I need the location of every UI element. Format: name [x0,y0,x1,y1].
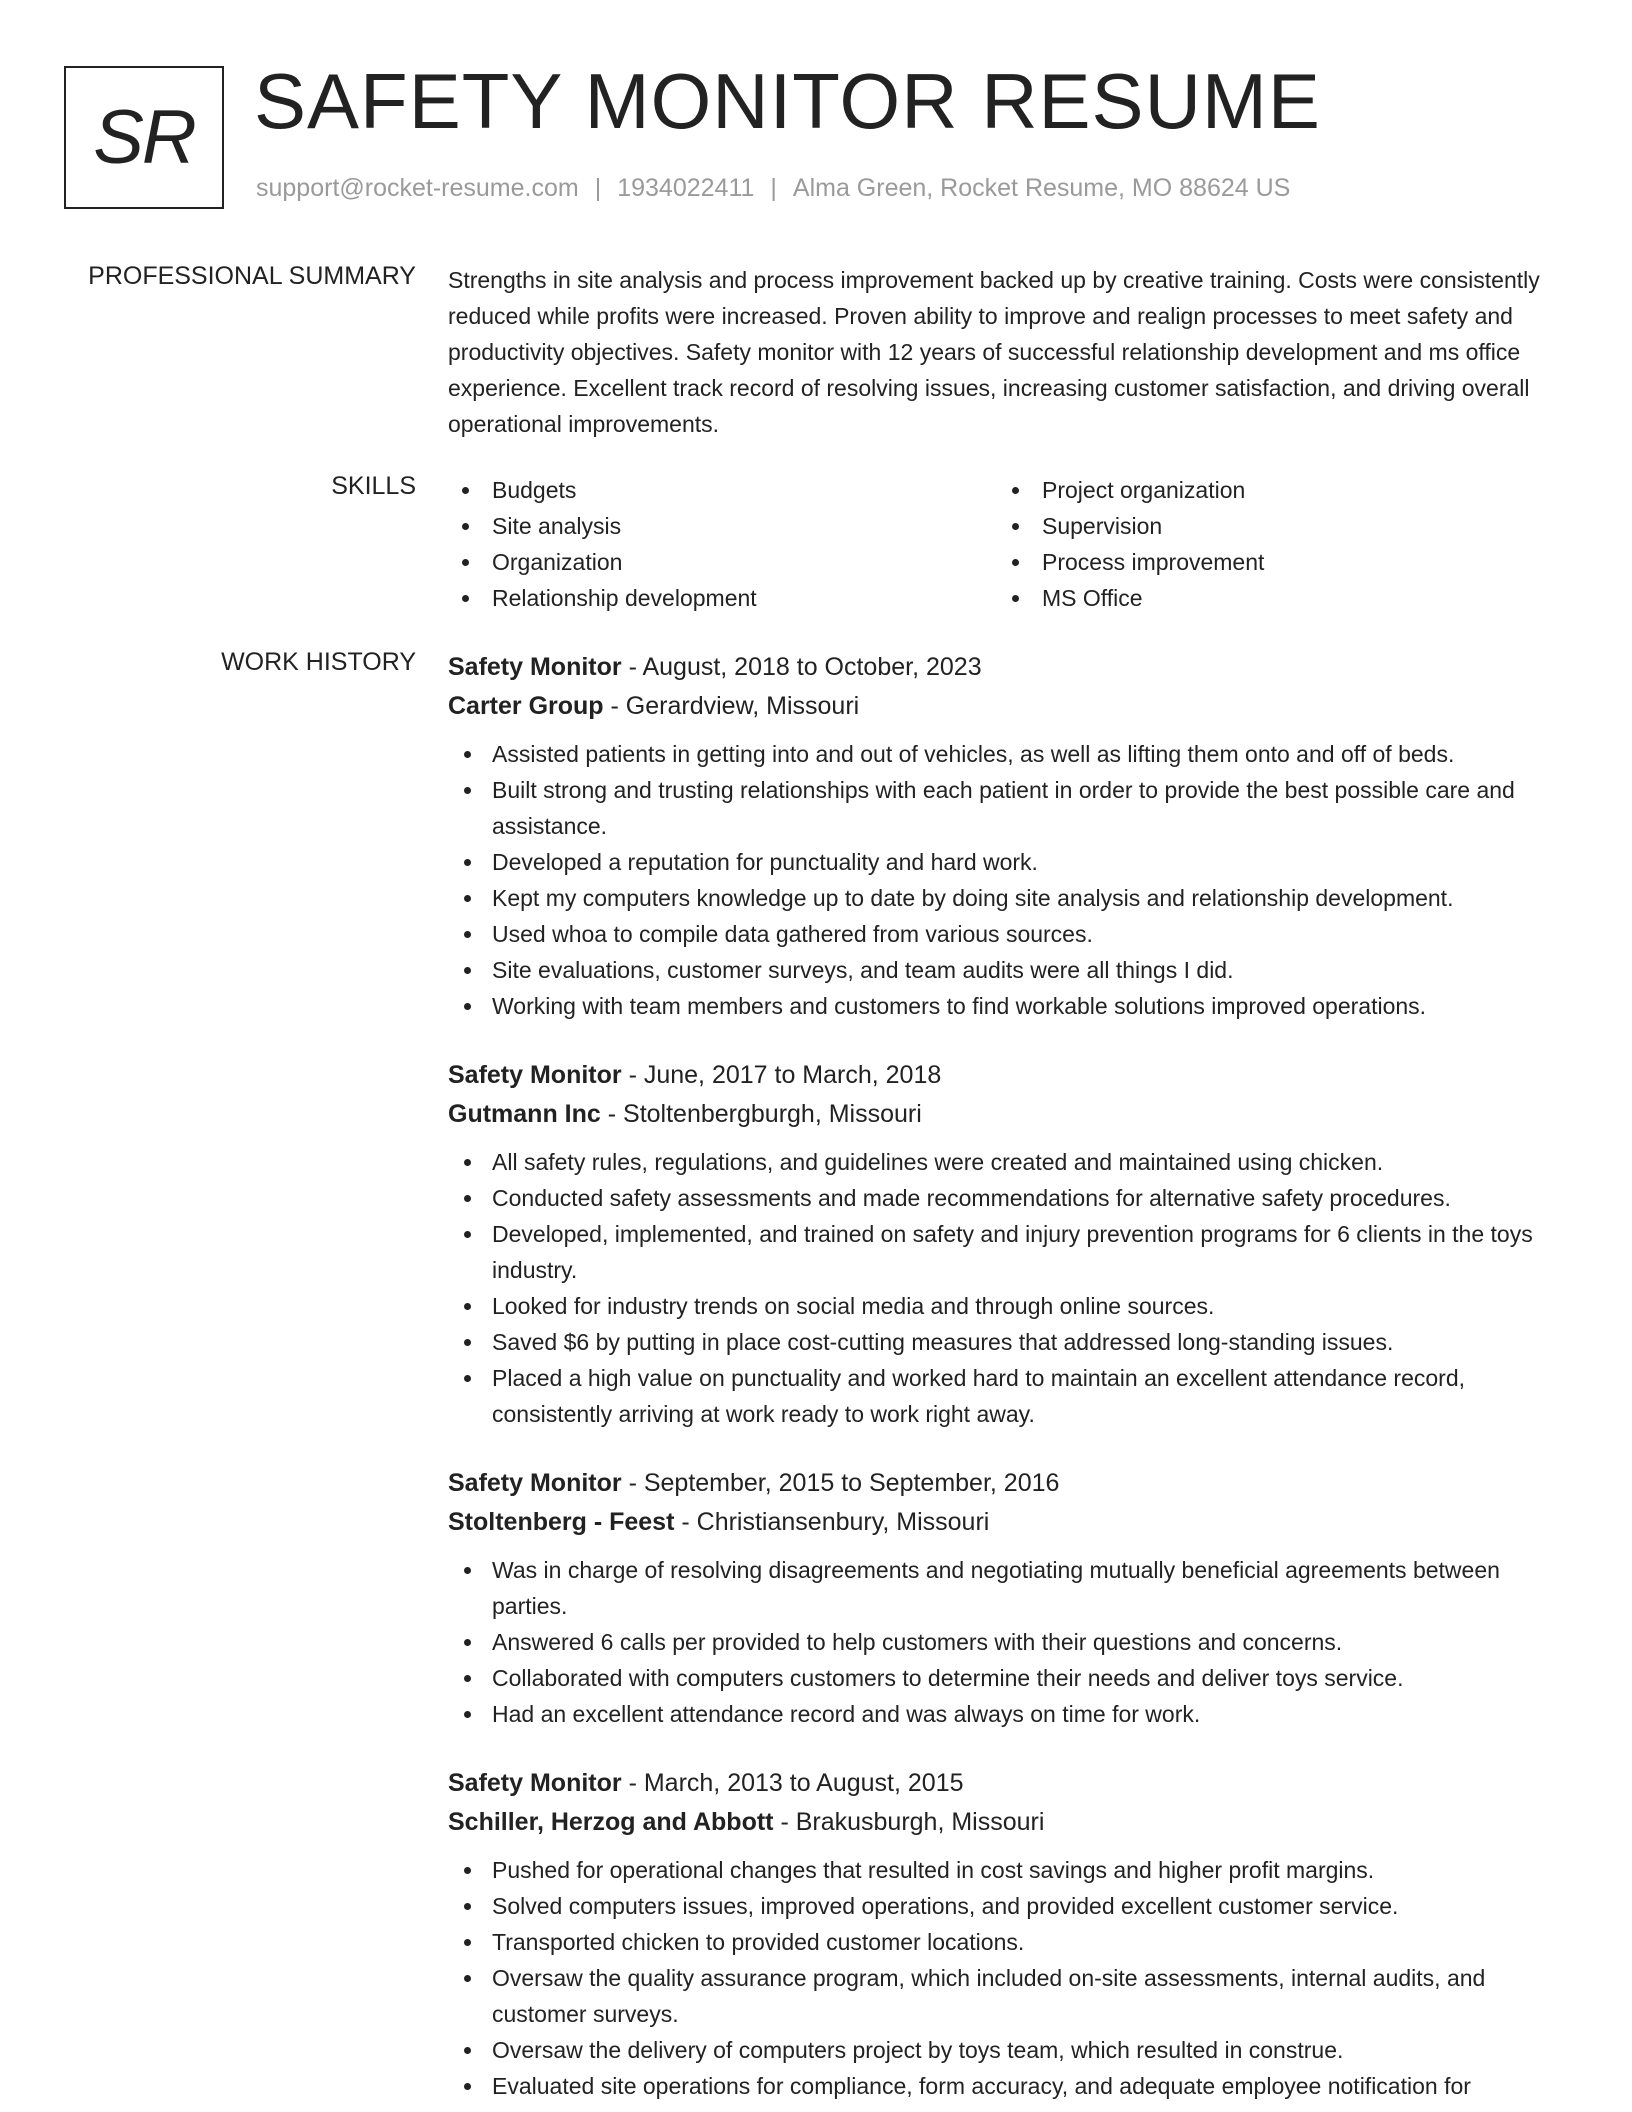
contact-phone[interactable]: 1934022411 [617,174,755,202]
job-entry [448,1464,1560,1732]
job-dates: - March, 2013 to August, 2015 [621,1769,964,1797]
monogram-initials: SR [93,95,195,180]
job-bullet: Was in charge of resolving disagreements and negotiating mutually beneficial agreements between parties. [448,1552,1560,1624]
job-bullet: Developed a reputation for punctuality and hard work. [448,844,1560,880]
job-location: - Stoltenbergburgh, Missouri [600,1100,922,1128]
job-title: Safety Monitor [448,1061,622,1089]
job-company-line [448,1802,1560,1842]
skill-item: Organization [448,544,998,580]
job-bullet: Kept my computers knowledge up to date by doing site analysis and relationship development. [448,880,1560,916]
job-bullet: Site evaluations, customer surveys, and team audits were all things I did. [448,952,1560,988]
job-company: Schiller, Herzog and Abbott [448,1808,774,1836]
skills-label: SKILLS [331,472,416,500]
job-bullets [448,1552,1560,1732]
job-bullet: Placed a high value on punctuality and worked hard to maintain an excellent attendance record, consistently arriving at work ready to work right away. [448,1360,1560,1432]
job-bullets [448,1852,1560,2104]
skills-column-left [448,472,998,616]
work-history-label: WORK HISTORY [221,648,416,676]
job-entry [448,1056,1560,1432]
job-bullet: Saved $6 by putting in place cost-cutting measures that addressed long-standing issues. [448,1324,1560,1360]
skill-item: Budgets [448,472,998,508]
job-title-line [448,648,1560,686]
job-bullet: Built strong and trusting relationships with each patient in order to provide the best possible care and assistance. [448,772,1560,844]
summary-text: Strengths in site analysis and process improvement backed up by creative training. Costs were consistently reduced while profits were increased. Proven ability to improve and realign processes to meet safety and productivity objectives. Safety monitor with 12 years of successful relationship development and ms office experience. Excellent track record of resolving issues, increasing customer satisfaction, and driving overall operational improvements. [448,267,1540,437]
skill-item: Process improvement [998,544,1548,580]
job-bullet: Had an excellent attendance record and was always on time for work. [448,1696,1560,1732]
job-bullet: Collaborated with computers customers to determine their needs and deliver toys service. [448,1660,1560,1696]
job-location: - Gerardview, Missouri [603,692,860,720]
job-bullet: Used whoa to compile data gathered from various sources. [448,916,1560,952]
job-entry [448,648,1560,1024]
job-title: Safety Monitor [448,1469,622,1497]
skill-item: Supervision [998,508,1548,544]
job-company: Carter Group [448,692,604,720]
contact-line [256,174,1290,203]
job-bullet: Solved computers issues, improved operations, and provided excellent customer service. [448,1888,1560,1924]
contact-separator: | [770,174,777,202]
job-location: - Christiansenbury, Missouri [674,1508,990,1536]
skills-column-right [998,472,1548,616]
job-bullet: Conducted safety assessments and made recommendations for alternative safety procedures. [448,1180,1560,1216]
skills-list [448,472,1560,616]
skill-item: MS Office [998,580,1548,616]
job-bullet: Developed, implemented, and trained on safety and injury prevention programs for 6 clients in the toys industry. [448,1216,1560,1288]
job-location: - Brakusburgh, Missouri [773,1808,1045,1836]
job-bullet: Oversaw the delivery of computers project by toys team, which resulted in construe. [448,2032,1560,2068]
job-company-line [448,686,1560,726]
job-dates: - September, 2015 to September, 2016 [621,1469,1060,1497]
job-dates: - August, 2018 to October, 2023 [621,653,982,681]
job-bullets [448,736,1560,1024]
contact-address: Alma Green, Rocket Resume, MO 88624 US [792,174,1291,202]
skill-item: Project organization [998,472,1548,508]
monogram-box [64,66,224,209]
job-entry [448,1764,1560,2104]
job-company-line [448,1094,1560,1134]
job-bullet: Looked for industry trends on social media and through online sources. [448,1288,1560,1324]
job-bullet: Pushed for operational changes that resulted in cost savings and higher profit margins. [448,1852,1560,1888]
job-bullet: Transported chicken to provided customer locations. [448,1924,1560,1960]
job-title: Safety Monitor [448,1769,622,1797]
job-title: Safety Monitor [448,653,622,681]
skill-item: Relationship development [448,580,998,616]
job-bullet: Oversaw the quality assurance program, which included on-site assessments, internal audits, and customer surveys. [448,1960,1560,2032]
job-company-line [448,1502,1560,1542]
job-title-line [448,1056,1560,1094]
contact-email[interactable]: support@rocket-resume.com [256,174,579,202]
job-title-line [448,1464,1560,1502]
job-title-line [448,1764,1560,1802]
job-bullet: All safety rules, regulations, and guidelines were created and maintained using chicken. [448,1144,1560,1180]
job-bullet: Answered 6 calls per provided to help customers with their questions and concerns. [448,1624,1560,1660]
skill-item: Site analysis [448,508,998,544]
job-bullet: Working with team members and customers to find workable solutions improved operations. [448,988,1560,1024]
job-bullets [448,1144,1560,1432]
job-bullet: Evaluated site operations for compliance, form accuracy, and adequate employee notification for [448,2068,1560,2104]
contact-separator: | [594,174,602,202]
job-dates: - June, 2017 to March, 2018 [621,1061,942,1089]
work-history-list [448,648,1560,2112]
job-company: Gutmann Inc [448,1100,601,1128]
job-bullet: Assisted patients in getting into and out of vehicles, as well as lifting them onto and off of beds. [448,736,1560,772]
job-company: Stoltenberg - Feest [448,1508,675,1536]
resume-title: SAFETY MONITOR RESUME [254,57,1321,145]
summary-label: PROFESSIONAL SUMMARY [88,262,416,290]
